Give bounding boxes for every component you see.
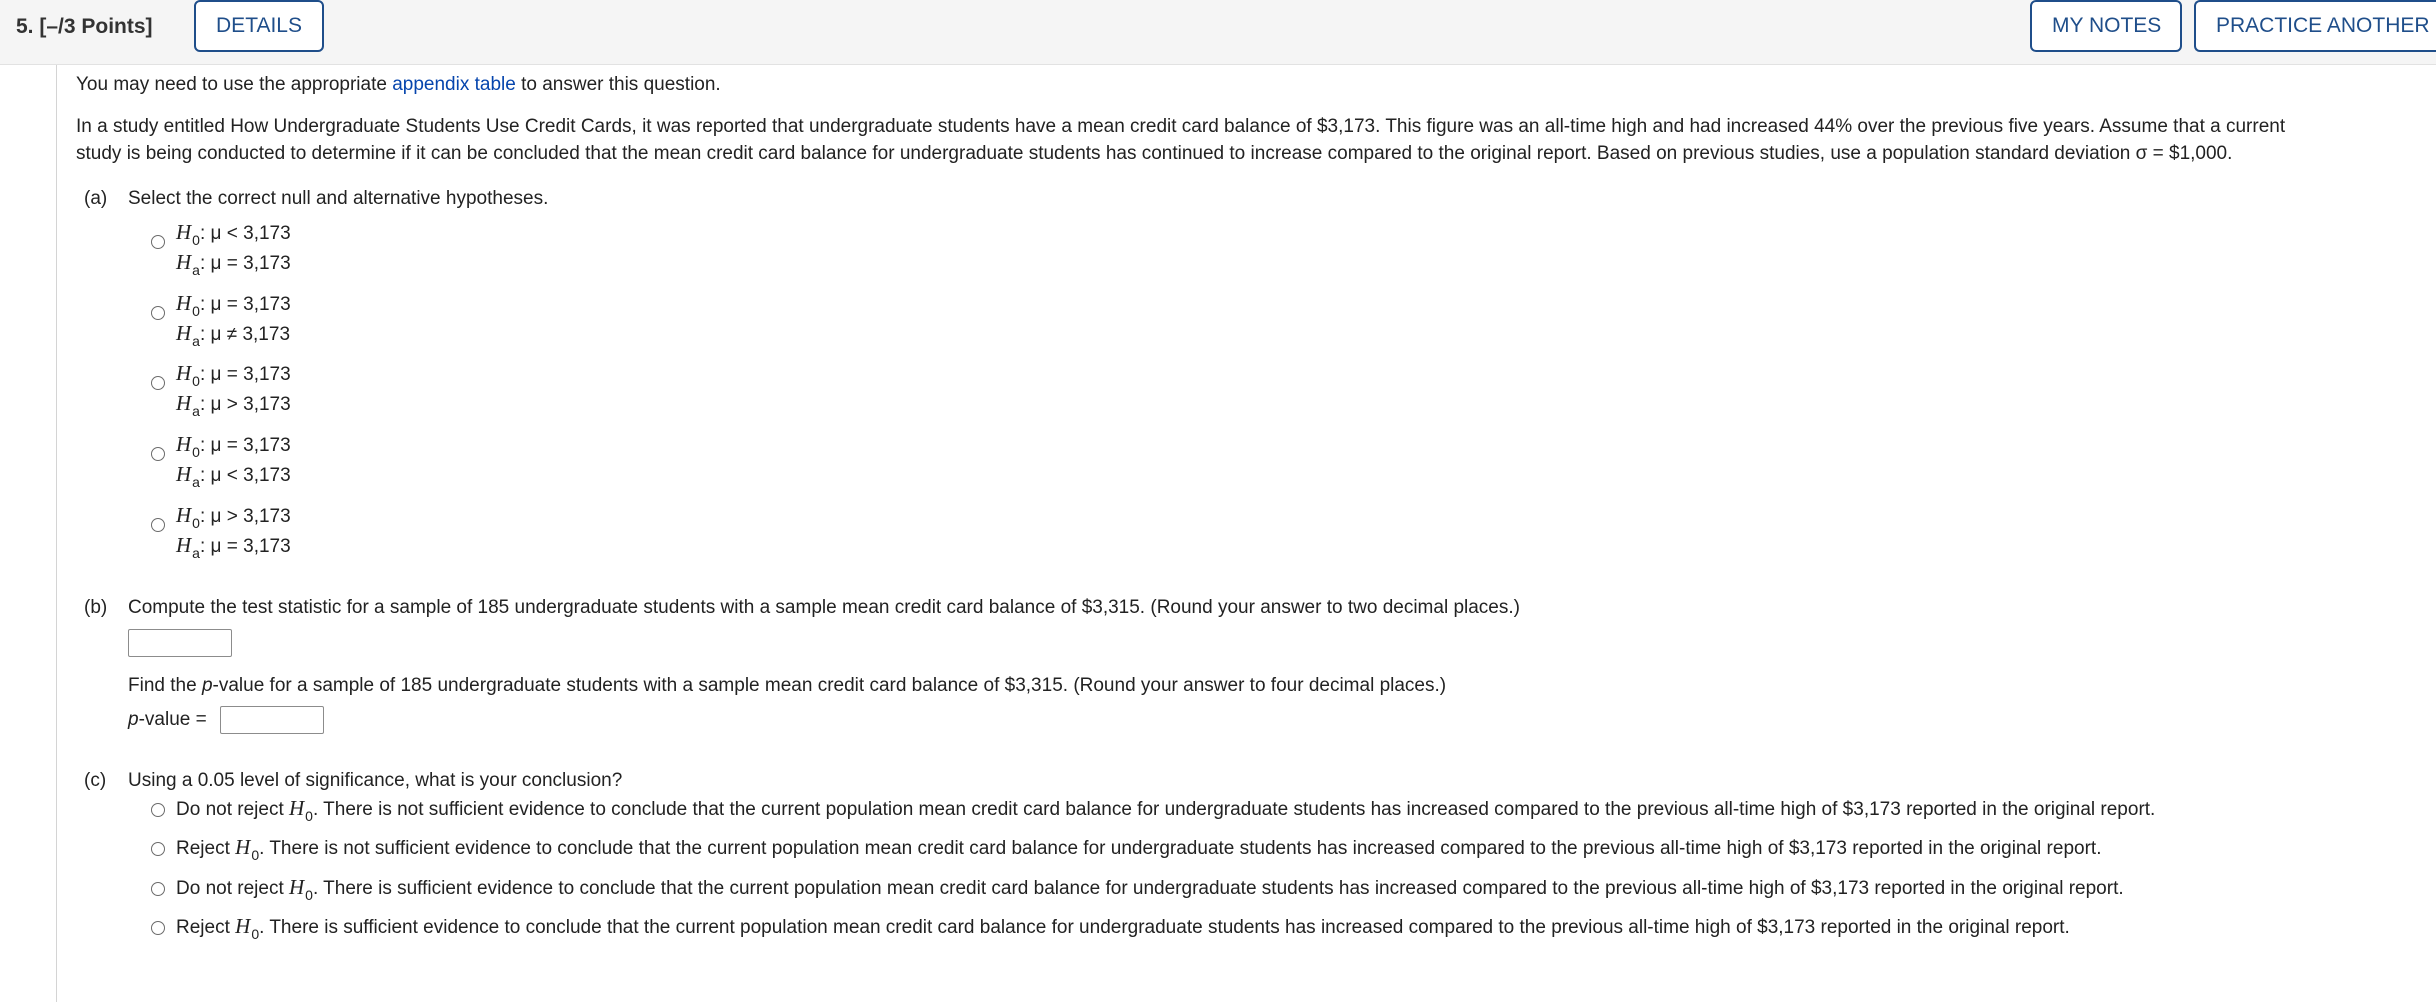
null-hypothesis [176,358,291,390]
conclusion-option-radio[interactable] [151,882,165,896]
null-hypothesis [176,217,291,249]
part-b-prompt-test-statistic: Compute the test statistic for a sample of 185 undergraduate students with a sample mean credit card balance of $3,315. (Round your answer to two decimal places.) [128,597,1520,618]
part-b-prompt-pvalue [128,672,1446,699]
conclusion-statement: . There is not sufficient evidence to conclude that the current population mean credit card balance for undergraduate students has increased compared to the previous all-time high of $3,173 reported in the original report. [259,838,2102,859]
conclusion-option-radio[interactable] [151,803,165,817]
part-a-label: (a) [84,188,108,209]
hypothesis-symbol: H [176,391,192,415]
hypothesis-option-radio[interactable] [151,235,165,249]
problem-line-2: study is being conducted to determine if it can be concluded that the mean credit card balance for undergraduate students has continued to increase compared to the original report. Based on previous studies, use a population standard deviation σ = $1,000. [76,143,2233,164]
hypothesis-symbol: H [289,875,305,899]
question-number: 5. [16,15,34,38]
pvalue-prompt-p: p [201,675,213,696]
conclusion-lead: Do not reject [176,799,289,820]
intro-suffix: to answer this question. [515,74,721,95]
hypothesis-option-radio[interactable] [151,447,165,461]
hypothesis-subscript: 0 [192,303,200,319]
conclusion-option-radio[interactable] [151,842,165,856]
hypothesis-expression: : μ > 3,173 [199,506,291,527]
conclusion-lead: Reject [176,838,236,859]
pvalue-input[interactable] [220,706,324,734]
hypothesis-subscript: 0 [251,926,260,942]
hypothesis-subscript: a [192,403,200,419]
hypothesis-expression: : μ ≠ 3,173 [199,324,291,345]
hypothesis-symbol: H [176,503,192,527]
hypothesis-symbol: H [176,462,192,486]
hypothesis-option-radio[interactable] [151,306,165,320]
hypothesis-option-radio[interactable] [151,376,165,390]
hypothesis-expression: : μ < 3,173 [199,465,291,486]
hypothesis-symbol: H [235,835,251,859]
null-hypothesis [176,288,291,320]
hypothesis-symbol: H [176,220,192,244]
part-c-prompt: Using a 0.05 level of significance, what is your conclusion? [128,770,623,791]
hypothesis-subscript: a [192,474,200,490]
pvalue-prompt-suffix: -value for a sample of 185 undergraduate students with a sample mean credit card balance of $3,315. (Round your answer to four decimal places.) [212,675,1447,696]
conclusion-statement: . There is sufficient evidence to conclude that the current population mean credit card balance for undergraduate students has increased compared to the previous all-time high of $3,173 reported in the original report. [312,878,2124,899]
hypothesis-subscript: a [192,333,200,349]
alternative-hypothesis [176,247,291,279]
hypothesis-expression: : μ = 3,173 [199,294,291,315]
test-statistic-input[interactable] [128,629,232,657]
hypothesis-expression: : μ = 3,173 [199,435,291,456]
pvalue-label-text: -value = [138,709,207,730]
conclusion-option-text [176,911,2070,943]
appendix-table-link[interactable]: appendix table [392,74,516,95]
hypothesis-symbol: H [235,914,251,938]
null-hypothesis [176,500,291,532]
hypothesis-subscript: a [192,545,200,561]
practice-another-button[interactable]: PRACTICE ANOTHER [2194,0,2436,52]
pvalue-label-p: p [128,709,139,730]
hypothesis-expression: : μ = 3,173 [199,253,291,274]
hypothesis-expression: : μ > 3,173 [199,394,291,415]
details-button[interactable]: DETAILS [194,0,324,52]
conclusion-statement: . There is sufficient evidence to conclude that the current population mean credit card balance for undergraduate students has increased compared to the previous all-time high of $3,173 reported in the original report. [259,917,2070,938]
hypothesis-symbol: H [176,250,192,274]
part-b-label: (b) [84,597,108,618]
part-c-label: (c) [84,770,107,791]
hypothesis-subscript: 0 [305,808,313,824]
conclusion-lead: Do not reject [176,878,289,899]
hypothesis-subscript: 0 [192,232,200,248]
part-a-prompt: Select the correct null and alternative hypotheses. [128,188,549,209]
hypothesis-option-radio[interactable] [151,518,165,532]
conclusion-statement: . There is not sufficient evidence to conclude that the current population mean credit card balance for undergraduate students has increased compared to the previous all-time high of $3,173 reported in the original report. [312,799,2156,820]
conclusion-option-text [176,872,2124,904]
hypothesis-subscript: 0 [192,515,200,531]
hypothesis-expression: : μ < 3,173 [199,223,291,244]
hypothesis-symbol: H [176,361,192,385]
alternative-hypothesis [176,459,291,491]
null-hypothesis [176,429,291,461]
hypothesis-subscript: 0 [305,887,313,903]
pvalue-prompt-prefix: Find the [128,675,202,696]
pvalue-label [128,706,207,733]
conclusion-option-text [176,832,2101,864]
conclusion-lead: Reject [176,917,236,938]
alternative-hypothesis [176,388,291,420]
hypothesis-subscript: a [192,262,200,278]
hypothesis-symbol: H [289,796,305,820]
alternative-hypothesis [176,530,291,562]
conclusion-option-radio[interactable] [151,921,165,935]
hypothesis-expression: : μ = 3,173 [199,536,291,557]
problem-line-1: In a study entitled How Undergraduate Students Use Credit Cards, it was reported that undergraduate students have a mean credit card balance of $3,173. This figure was an all-time high and had increased 44% over the previous five years. Assume that a current [76,116,2286,137]
intro-prefix: You may need to use the appropriate [76,74,393,95]
hypothesis-subscript: 0 [192,373,200,389]
my-notes-button[interactable]: MY NOTES [2030,0,2182,52]
intro-text [76,71,721,98]
hypothesis-expression: : μ = 3,173 [199,364,291,385]
hypothesis-symbol: H [176,533,192,557]
hypothesis-symbol: H [176,321,192,345]
hypothesis-subscript: 0 [192,444,200,460]
hypothesis-symbol: H [176,291,192,315]
alternative-hypothesis [176,318,290,350]
hypothesis-symbol: H [176,432,192,456]
conclusion-option-text [176,793,2155,825]
hypothesis-subscript: 0 [251,847,260,863]
points-label: [–/3 Points] [39,15,153,38]
